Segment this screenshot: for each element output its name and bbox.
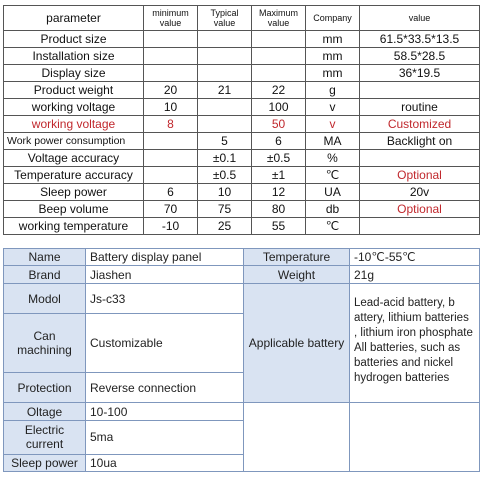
- cell-min: -10: [144, 218, 198, 235]
- spec-row: [4, 65, 480, 82]
- cell-max: ±0.5: [252, 150, 306, 167]
- empty-right-cell: [244, 403, 350, 472]
- cell-unit: mm: [306, 65, 360, 82]
- cell-typ: [198, 116, 252, 133]
- cell-parameter: Beep volume: [4, 201, 144, 218]
- cell-unit: db: [306, 201, 360, 218]
- spec-row-customized: [4, 116, 480, 133]
- cell-min: 8: [144, 116, 198, 133]
- cell-unit: MA: [306, 133, 360, 150]
- info-row: [4, 266, 480, 283]
- cell-min: [144, 150, 198, 167]
- voltage-value: 10-100: [86, 403, 244, 420]
- sleep-power-label: Sleep power: [4, 454, 86, 471]
- cell-min: [144, 31, 198, 48]
- name-value: Battery display panel: [86, 249, 244, 266]
- cell-max: ±1: [252, 167, 306, 184]
- cell-value: [360, 82, 480, 99]
- cell-min: [144, 133, 198, 150]
- current-value: 5ma: [86, 420, 244, 454]
- cell-typ: 21: [198, 82, 252, 99]
- sleep-power-value: 10ua: [86, 454, 244, 471]
- current-label: Electric current: [4, 420, 86, 454]
- applicable-battery-label: Applicable battery: [244, 283, 350, 403]
- cell-min: [144, 48, 198, 65]
- cell-unit: mm: [306, 31, 360, 48]
- header-maximum: Maximum value: [252, 6, 306, 31]
- info-row: [4, 249, 480, 266]
- can-machining-value: Customizable: [86, 314, 244, 373]
- can-machining-label: Can machining: [4, 314, 86, 373]
- cell-value: Optional: [360, 167, 480, 184]
- cell-parameter: Temperature accuracy: [4, 167, 144, 184]
- cell-value: 36*19.5: [360, 65, 480, 82]
- cell-unit: v: [306, 99, 360, 116]
- cell-unit: UA: [306, 184, 360, 201]
- cell-unit: %: [306, 150, 360, 167]
- cell-value: 58.5*28.5: [360, 48, 480, 65]
- spec-row: [4, 82, 480, 99]
- cell-value: [360, 218, 480, 235]
- cell-typ: ±0.1: [198, 150, 252, 167]
- cell-unit: ℃: [306, 218, 360, 235]
- header-minimum: minimum value: [144, 6, 198, 31]
- cell-unit: ℃: [306, 167, 360, 184]
- cell-parameter: working voltage: [4, 99, 144, 116]
- cell-unit: mm: [306, 48, 360, 65]
- cell-typ: 10: [198, 184, 252, 201]
- cell-max: 12: [252, 184, 306, 201]
- cell-parameter: Work power consumption: [4, 133, 144, 150]
- cell-max: 100: [252, 99, 306, 116]
- protection-label: Protection: [4, 373, 86, 403]
- cell-value: Optional: [360, 201, 480, 218]
- cell-typ: ±0.5: [198, 167, 252, 184]
- cell-max: [252, 65, 306, 82]
- cell-unit: g: [306, 82, 360, 99]
- cell-min: 10: [144, 99, 198, 116]
- cell-parameter: Product size: [4, 31, 144, 48]
- cell-min: [144, 167, 198, 184]
- spec-header-row: [4, 6, 480, 31]
- spec-row: [4, 48, 480, 65]
- cell-typ: 25: [198, 218, 252, 235]
- cell-parameter: Sleep power: [4, 184, 144, 201]
- spec-row: [4, 184, 480, 201]
- spec-row: [4, 201, 480, 218]
- temperature-value: -10℃-55℃: [350, 249, 480, 266]
- name-label: Name: [4, 249, 86, 266]
- cell-max: 50: [252, 116, 306, 133]
- weight-label: Weight: [244, 266, 350, 283]
- spec-row: [4, 99, 480, 116]
- spec-table: [3, 5, 480, 235]
- cell-parameter: Installation size: [4, 48, 144, 65]
- cell-value: [360, 150, 480, 167]
- cell-parameter: Product weight: [4, 82, 144, 99]
- cell-min: 20: [144, 82, 198, 99]
- cell-typ: [198, 65, 252, 82]
- spec-row: [4, 167, 480, 184]
- brand-label: Brand: [4, 266, 86, 283]
- cell-min: [144, 65, 198, 82]
- cell-parameter: working temperature: [4, 218, 144, 235]
- voltage-label: Oltage: [4, 403, 86, 420]
- cell-max: [252, 48, 306, 65]
- cell-typ: 75: [198, 201, 252, 218]
- protection-value: Reverse connection: [86, 373, 244, 403]
- info-row: [4, 403, 480, 420]
- cell-max: 55: [252, 218, 306, 235]
- cell-unit: v: [306, 116, 360, 133]
- cell-value: Customized: [360, 116, 480, 133]
- cell-typ: [198, 99, 252, 116]
- cell-min: 70: [144, 201, 198, 218]
- spec-row: [4, 218, 480, 235]
- spec-row: [4, 150, 480, 167]
- cell-min: 6: [144, 184, 198, 201]
- cell-max: 6: [252, 133, 306, 150]
- cell-typ: 5: [198, 133, 252, 150]
- spec-row: [4, 133, 480, 150]
- cell-max: 22: [252, 82, 306, 99]
- header-company: Company: [306, 6, 360, 31]
- applicable-battery-value: Lead-acid battery, b attery, lithium batteries , lithium iron phosphate All batteries, such as batteries and nickel hydrogen batteries: [350, 283, 480, 403]
- cell-value: 61.5*33.5*13.5: [360, 31, 480, 48]
- header-typical: Typical value: [198, 6, 252, 31]
- cell-value: Backlight on: [360, 133, 480, 150]
- cell-typ: [198, 31, 252, 48]
- empty-right-cell: [350, 403, 480, 472]
- cell-value: routine: [360, 99, 480, 116]
- temperature-label: Temperature: [244, 249, 350, 266]
- cell-parameter: Voltage accuracy: [4, 150, 144, 167]
- header-value: value: [360, 6, 480, 31]
- weight-value: 21g: [350, 266, 480, 283]
- brand-value: Jiashen: [86, 266, 244, 283]
- model-value: Js-c33: [86, 283, 244, 313]
- model-label: Modol: [4, 283, 86, 313]
- info-row: [4, 283, 480, 313]
- cell-max: [252, 31, 306, 48]
- product-info-table: [3, 248, 480, 472]
- cell-typ: [198, 48, 252, 65]
- cell-value: 20v: [360, 184, 480, 201]
- cell-max: 80: [252, 201, 306, 218]
- cell-parameter: working voltage: [4, 116, 144, 133]
- header-parameter: parameter: [4, 6, 144, 31]
- spec-row: [4, 31, 480, 48]
- cell-parameter: Display size: [4, 65, 144, 82]
